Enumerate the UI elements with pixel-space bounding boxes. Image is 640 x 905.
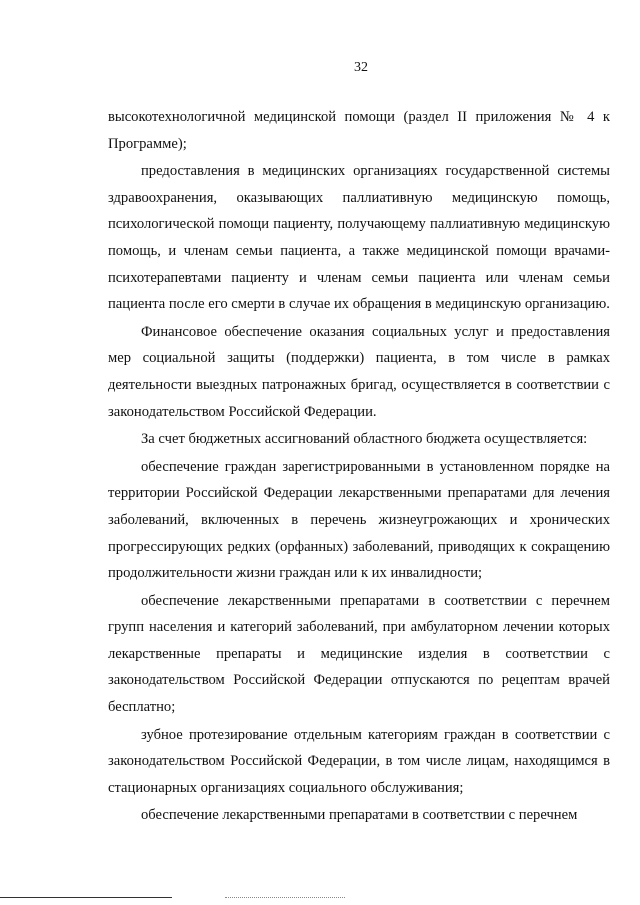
paragraph: предоставления в медицинских организациях государственной системы здравоохранения, оказывающих паллиативную медицинскую помощь, психологической помощи пациенту, получающему паллиативную медицинскую помощь, и членам семьи пациента, а также медицинской помощи врачами-психотерапевтами пациенту и членам семьи пациента или членам семьи пациента после его смерти в случае их обращения в медицинскую организацию. xyxy=(108,163,610,313)
document-body xyxy=(108,104,610,830)
paragraph: обеспечение лекарственными препаратами в соответствии с перечнем групп населения и категорий заболеваний, при амбулаторном лечении которых лекарственные препараты и медицинские изделия в соответствии с законодательством Российской Федерации отпускаются по рецептам врачей бесплатно; xyxy=(108,592,610,716)
footer-rule-dotted xyxy=(225,897,345,898)
paragraph: Финансовое обеспечение оказания социальных услуг и предоставления мер социальной защиты (поддержки) пациента, в том числе в рамках деятельности выездных патронажных бригад, осуществляется в соответствии с законодательством Российской Федерации. xyxy=(108,323,610,420)
paragraph: зубное протезирование отдельным категориям граждан в соответствии с законодательством Российской Федерации, в том числе лицам, находящимся в стационарных организациях социального обслуживания; xyxy=(108,726,610,796)
footer-rule xyxy=(0,897,172,898)
page-number: 32 xyxy=(354,60,368,75)
paragraph: обеспечение граждан зарегистрированными в установленном порядке на территории Российской Федерации лекарственными препаратами для лечения заболеваний, включенных в перечень жизнеугрожающих и хронических прогрессирующих редких (орфанных) заболеваний, приводящих к сокращению продолжительности жизни граждан или к их инвалидности; xyxy=(108,458,610,582)
paragraph: За счет бюджетных ассигнований областного бюджета осуществляется: xyxy=(141,431,588,448)
paragraph: обеспечение лекарственными препаратами в соответствии с перечнем xyxy=(141,807,578,824)
paragraph-continuation: высокотехнологичной медицинской помощи (раздел II приложения № 4 к Программе); xyxy=(108,109,610,152)
